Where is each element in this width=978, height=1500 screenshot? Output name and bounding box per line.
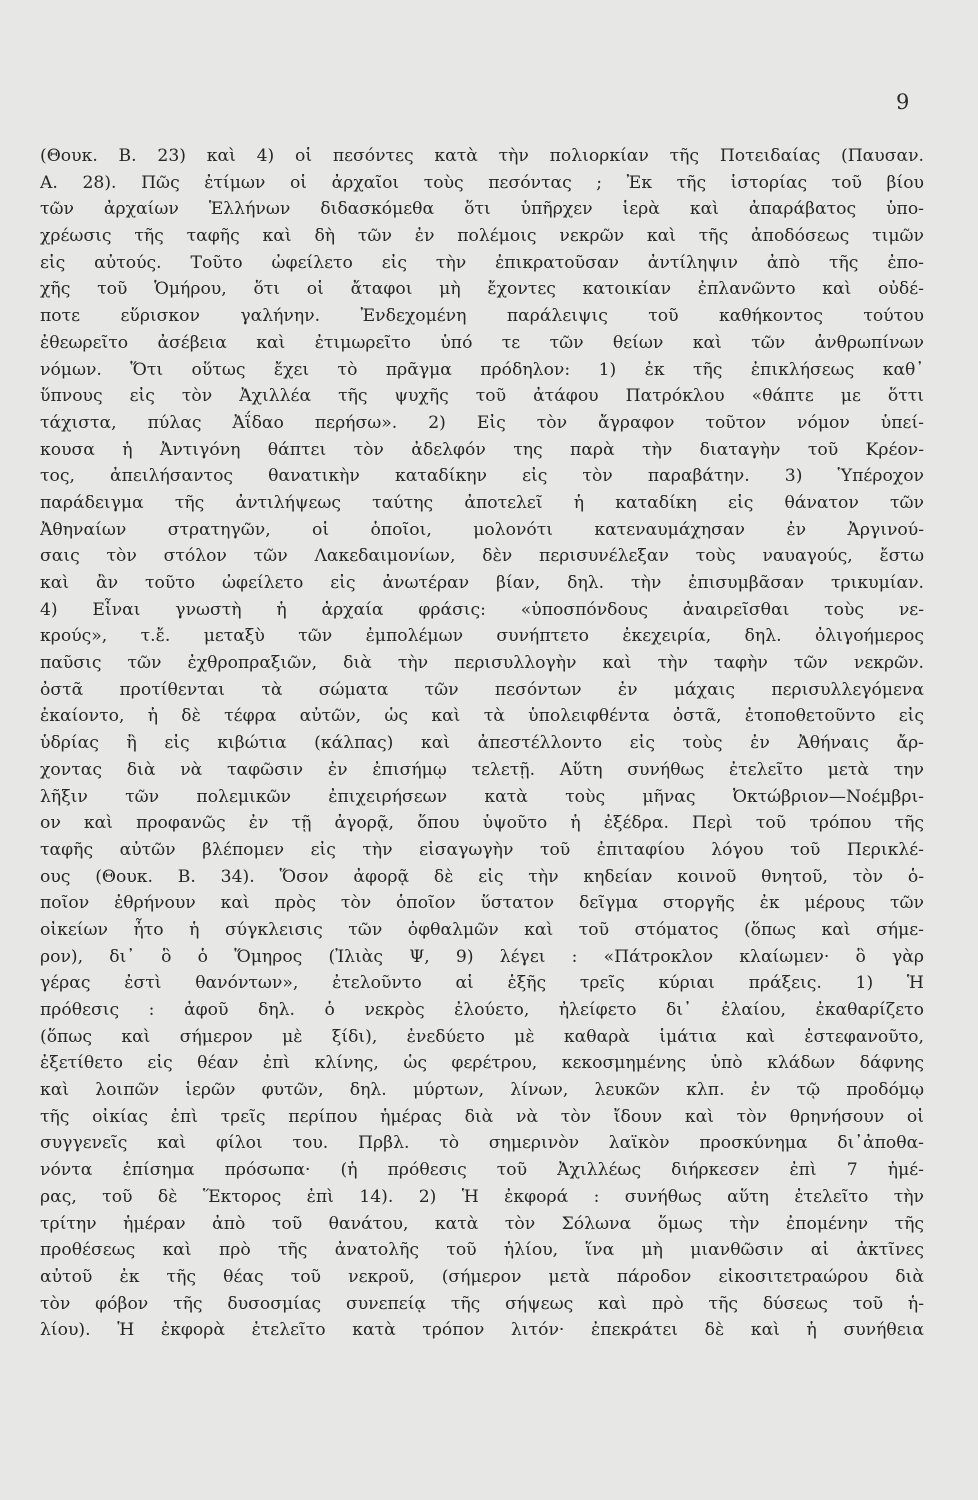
text-line: ποῖον ἐθρήνουν καὶ πρὸς τὸν ὁποῖον ὕστατον δεῖγμα στοργῆς ἐκ μέρους τῶν [40,893,924,914]
text-line: (ὅπως καὶ σήμερον μὲ ξίδι), ἐνεδύετο μὲ καθαρὰ ἱμάτια καὶ ἐστεφανοῦτο, [40,1026,924,1047]
text-line: ἐξετίθετο εἰς θέαν ἐπὶ κλίνης, ὡς φερέτρου, κεκοσμημένης ὑπὸ κλάδων δάφνης [40,1053,924,1074]
text-line: καὶ λοιπῶν ἱερῶν φυτῶν, δηλ. μύρτων, λίνων, λευκῶν κλπ. ἐν τῷ προδόμῳ [40,1080,924,1101]
text-line: προθέσεως καὶ πρὸ τῆς ἀνατολῆς τοῦ ἡλίου, ἵνα μὴ μιανθῶσιν αἱ ἀκτῖνες [40,1240,924,1261]
text-line: συγγενεῖς καὶ φίλοι του. Πρβλ. τὸ σημερινὸν λαϊκὸν προσκύνημα δι᾽ἀποθα- [40,1133,924,1154]
text-line: ὑδρίας ἢ εἰς κιβώτια (κάλπας) καὶ ἀπεστέλλοντο εἰς τοὺς ἐν Ἀθήναις ἄρ- [40,733,924,754]
text-line: κρούς», τ.ἔ. μεταξὺ τῶν ἐμπολέμων συνήπτετο ἐκεχειρία, δηλ. ὀλιγοήμερος [40,626,924,647]
text-line: αὐτοῦ ἐκ τῆς θέας τοῦ νεκροῦ, (σήμερον μετὰ πάροδον εἰκοσιτετραώρου διὰ [40,1266,924,1287]
text-line: ὕπνους εἰς τὸν Ἀχιλλέα τῆς ψυχῆς τοῦ ἀτάφου Πατρόκλου «θάπτε με ὅττι [40,386,924,407]
text-line: καὶ ἂν τοῦτο ὠφείλετο εἰς ἀνωτέραν βίαν, δηλ. τὴν ἐπισυμβᾶσαν τρικυμίαν. [40,573,924,593]
text-line: τῶν ἀρχαίων Ἑλλήνων διδασκόμεθα ὅτι ὑπῆρχεν ἱερὰ καὶ ἀπαράβατος ὑπο- [40,199,924,220]
text-line: χοντας διὰ νὰ ταφῶσιν ἐν ἐπισήμῳ τελετῇ. Αὕτη συνήθως ἐτελεῖτο μετὰ την [40,759,924,780]
text-line: ρον), δι᾽ ὃ ὁ Ὅμηρος (Ἰλιὰς Ψ, 9) λέγει : «Πάτροκλον κλαίωμεν· ὃ γὰρ [40,946,924,967]
text-line: τὸν φόβον τῆς δυσοσμίας συνεπείᾳ τῆς σήψεως καὶ πρὸ τῆς δύσεως τοῦ ἡ- [40,1293,924,1314]
text-line: τάχιστα, πύλας Ἀΐδαο περήσω». 2) Εἰς τὸν ἄγραφον τοῦτον νόμον ὑπεί- [40,412,924,433]
text-line: ον καὶ προφανῶς ἐν τῇ ἀγορᾷ, ὅπου ὑψοῦτο ἡ ἐξέδρα. Περὶ τοῦ τρόπου τῆς [40,813,924,834]
text-line: πρόθεσις : ἀφοῦ δηλ. ὁ νεκρὸς ἐλούετο, ἠλείφετο δι᾽ ἐλαίου, ἐκαθαρίζετο [40,1000,924,1020]
text-line: ὀστᾶ προτίθενται τὰ σώματα τῶν πεσόντων ἐν μάχαις περισυλλεγόμενα [40,679,924,700]
text-line: γέρας ἐστὶ θανόντων», ἐτελοῦντο αἱ ἑξῆς τρεῖς κύριαι πράξεις. 1) Ἡ [40,973,924,994]
text-line: τῆς οἰκίας ἐπὶ τρεῖς περίπου ἡμέρας διὰ νὰ τὸν ἴδουν καὶ τὸν θρηνήσουν οἱ [40,1106,924,1127]
text-line: ἐκαίοντο, ἡ δὲ τέφρα αὐτῶν, ὡς καὶ τὰ ὑπολειφθέντα ὀστᾶ, ἐτοποθετοῦντο εἰς [40,706,924,727]
text-line: νόμων. Ὅτι οὕτως ἔχει τὸ πρᾶγμα πρόδηλον: 1) ἐκ τῆς ἐπικλήσεως καθ᾽ [40,359,924,380]
text-line: ρας, τοῦ δὲ Ἕκτορος ἐπὶ 14). 2) Ἡ ἐκφορά : συνήθως αὕτη ἐτελεῖτο τὴν [40,1186,924,1207]
text-line: σαις τὸν στόλον τῶν Λακεδαιμονίων, δὲν περισυνέλεξαν τοὺς ναυαγούς, ἔστω [40,546,924,567]
text-line: κουσα ἡ Ἀντιγόνη θάπτει τὸν ἀδελφόν της παρὰ τὴν διαταγὴν τοῦ Κρέον- [40,439,924,460]
text-line: λῆξιν τῶν πολεμικῶν ἐπιχειρήσεων κατὰ τοὺς μῆνας Ὀκτώβριον—Νοέμβρι- [40,786,924,807]
text-line: εἰς αὐτούς. Τοῦτο ὠφείλετο εἰς τὴν ἐπικρατοῦσαν ἀντίληψιν ἀπὸ τῆς ἐπο- [40,252,924,273]
text-line: νόντα ἐπίσημα πρόσωπα· (ἡ πρόθεσις τοῦ Ἀχιλλέως διήρκεσεν ἐπὶ 7 ἡμέ- [40,1160,924,1181]
page-number: 9 [896,90,910,114]
text-line: χρέωσις τῆς ταφῆς καὶ δὴ τῶν ἐν πολέμοις νεκρῶν καὶ τῆς ἀποδόσεως τιμῶν [40,226,924,247]
text-line: Α. 28). Πῶς ἐτίμων οἱ ἀρχαῖοι τοὺς πεσόντας ; Ἐκ τῆς ἱστορίας τοῦ βίου [40,172,924,193]
text-line: ἐθεωρεῖτο ἀσέβεια καὶ ἐτιμωρεῖτο ὑπό τε τῶν θείων καὶ τῶν ἀνθρωπίνων [40,332,924,353]
body-text [40,143,924,1344]
text-line: (Θουκ. Β. 23) καὶ 4) οἱ πεσόντες κατὰ τὴν πολιορκίαν τῆς Ποτειδαίας (Παυσαν. [40,146,924,166]
text-line: ταφῆς αὐτῶν βλέπομεν εἰς τὴν εἰσαγωγὴν τοῦ ἐπιταφίου λόγου τοῦ Περικλέ- [40,839,924,860]
text-line: Ἀθηναίων στρατηγῶν, οἱ ὁποῖοι, μολονότι κατεναυμάχησαν ἐν Ἀργινού- [40,519,924,540]
text-line: οἰκείων ἦτο ἡ σύγκλεισις τῶν ὀφθαλμῶν καὶ τοῦ στόματος (ὅπως καὶ σήμε- [40,919,924,940]
text-line: 4) Εἶναι γνωστὴ ἡ ἀρχαία φράσις: «ὑποσπόνδους ἀναιρεῖσθαι τοὺς νε- [40,599,924,620]
text-line: χῆς τοῦ Ὁμήρου, ὅτι οἱ ἄταφοι μὴ ἔχοντες κατοικίαν ἐπλανῶντο καὶ οὐδέ- [40,279,924,300]
text-line: παράδειγμα τῆς ἀντιλήψεως ταύτης ἀποτελεῖ ἡ καταδίκη εἰς θάνατον τῶν [40,492,924,513]
text-line: τος, ἀπειλήσαντος θανατικὴν καταδίκην εἰς τὸν παραβάτην. 3) Ὑπέροχον [40,466,924,487]
text-line: παῦσις τῶν ἐχθροπραξιῶν, διὰ τὴν περισυλλογὴν καὶ τὴν ταφὴν τῶν νεκρῶν. [40,653,924,674]
text-line: ους (Θουκ. Β. 34). Ὅσον ἀφορᾷ δὲ εἰς τὴν κηδείαν κοινοῦ θνητοῦ, τὸν ὁ- [40,866,924,887]
text-line: ποτε εὕρισκον γαλήνην. Ἐνδεχομένη παράλειψις τοῦ καθήκοντος τούτου [40,306,924,327]
text-line: τρίτην ἡμέραν ἀπὸ τοῦ θανάτου, κατὰ τὸν Σόλωνα ὅμως τὴν ἐπομένην τῆς [40,1213,924,1234]
text-line: λίου). Ἡ ἐκφορὰ ἐτελεῖτο κατὰ τρόπον λιτόν· ἐπεκράτει δὲ καὶ ἡ συνήθεια [40,1320,924,1341]
